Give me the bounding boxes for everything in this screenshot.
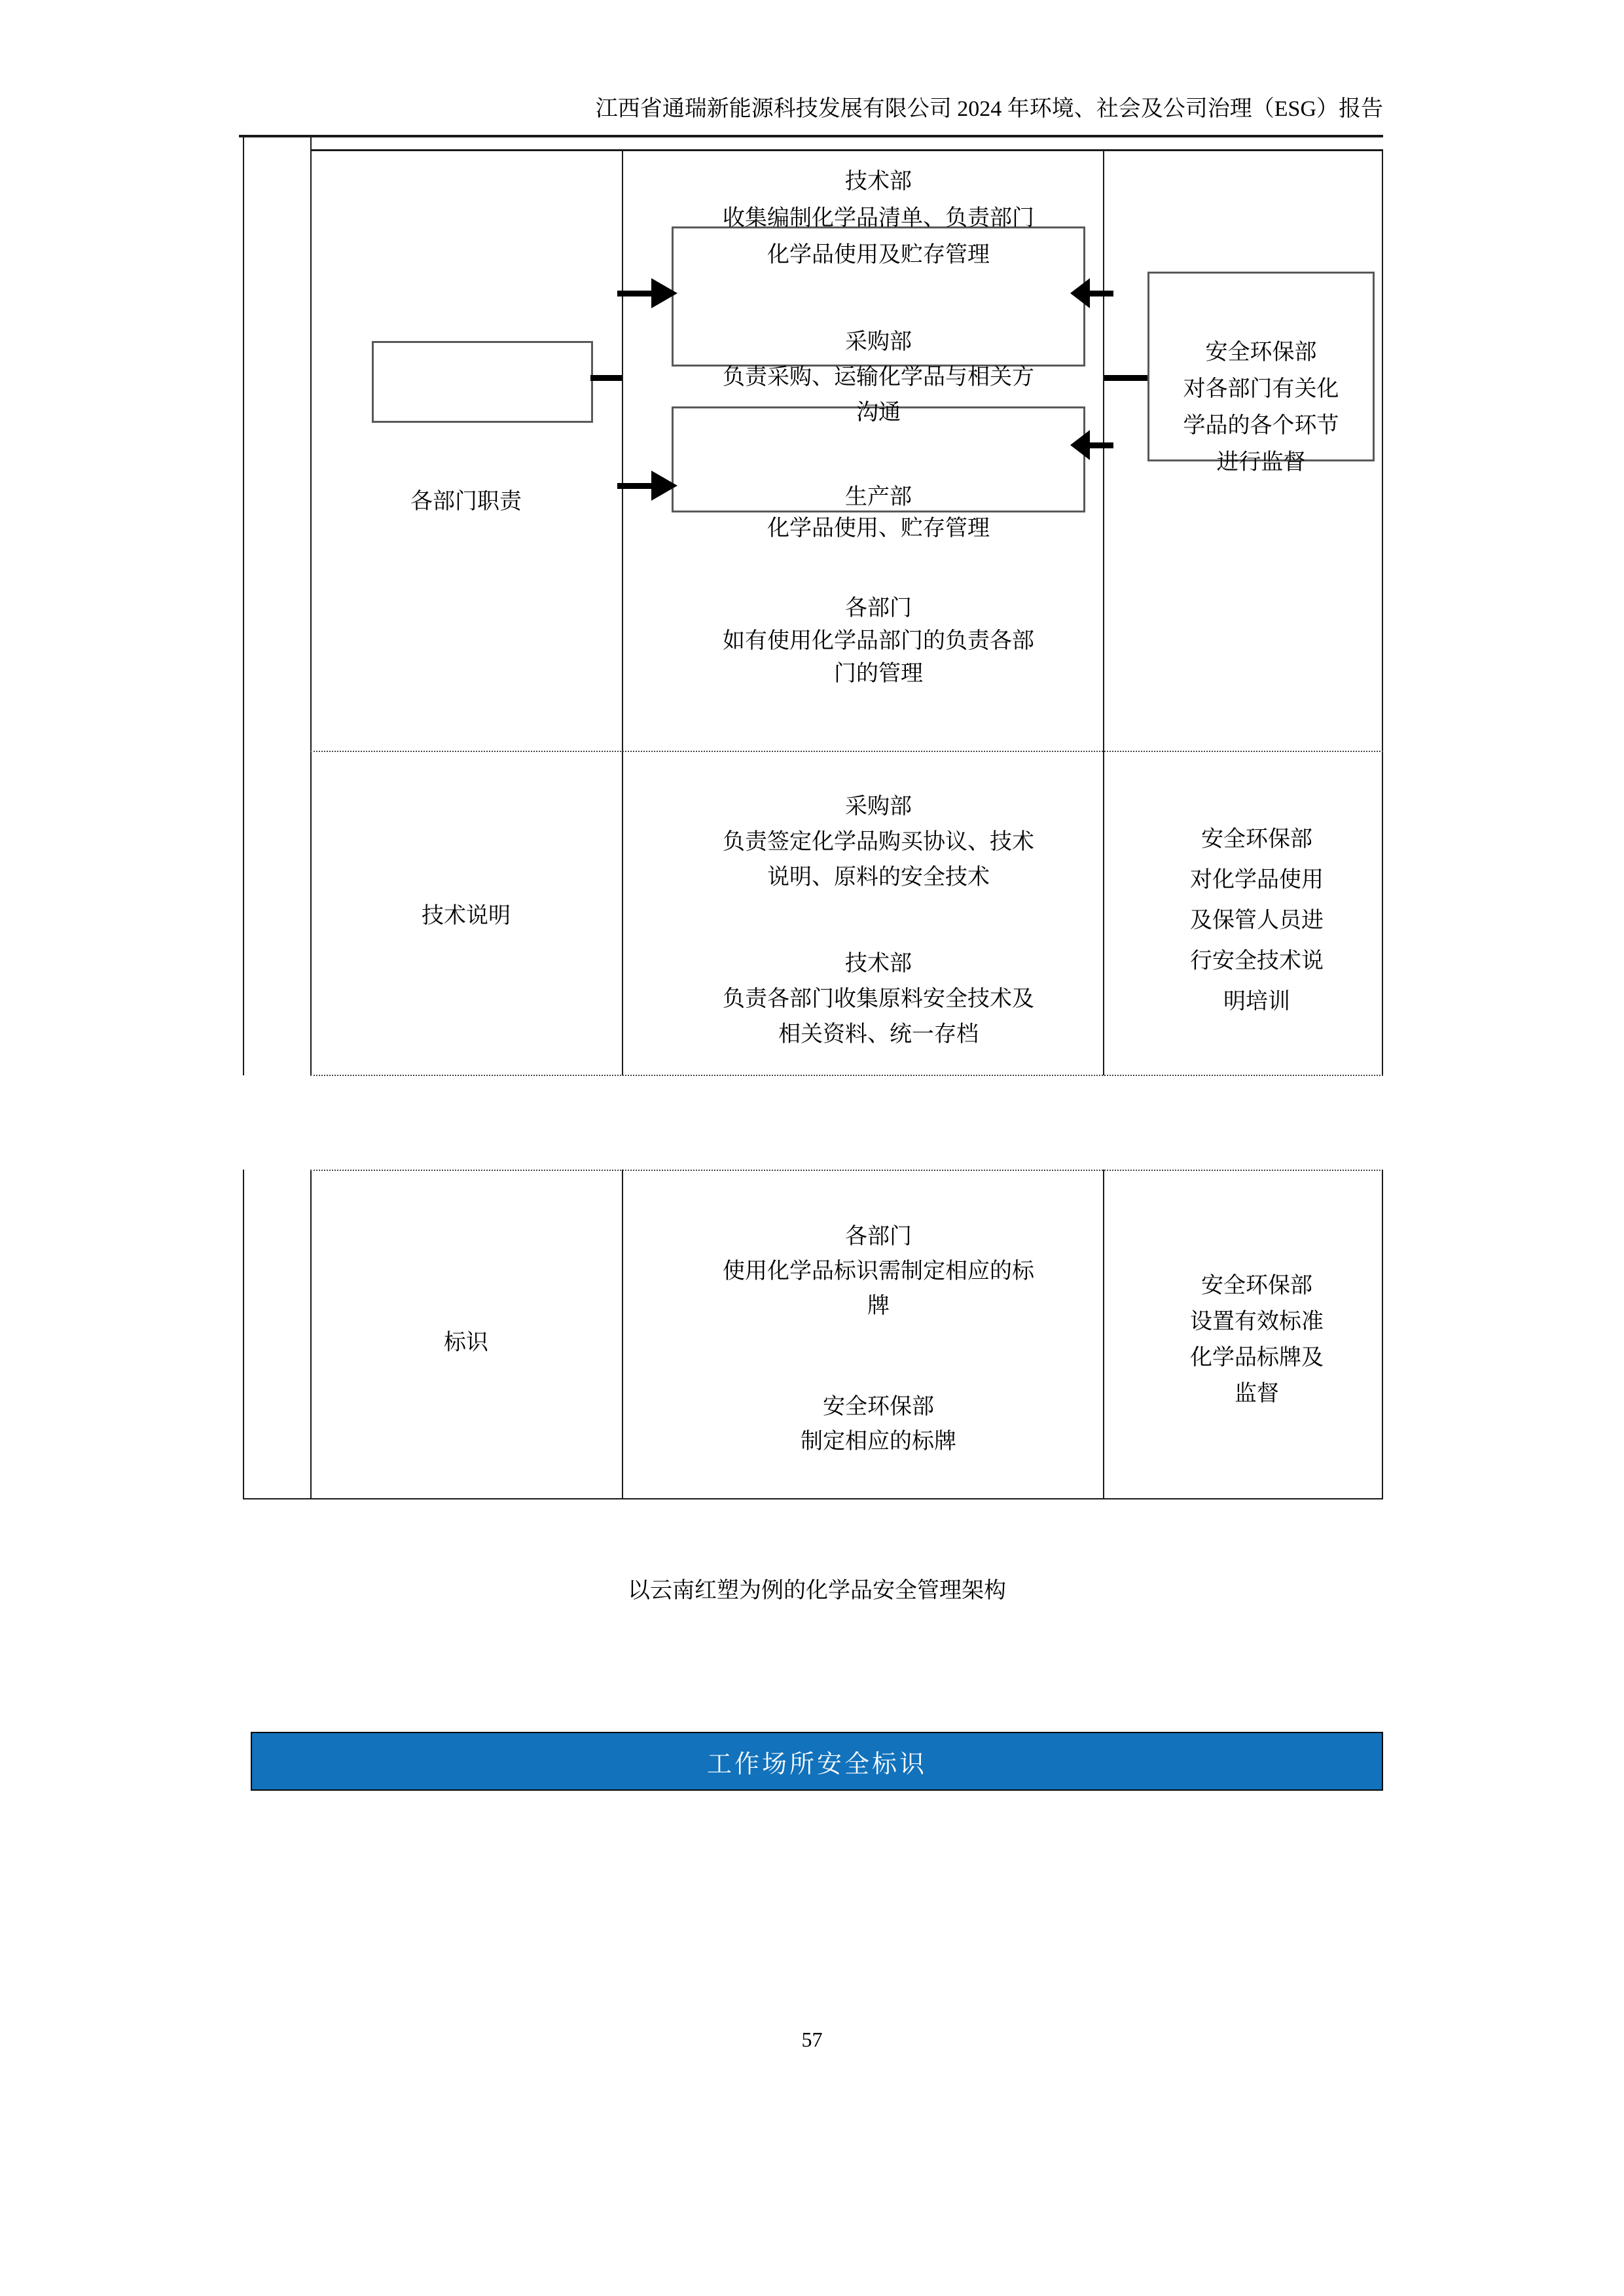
row2-supervisor-line: 明培训 xyxy=(1223,990,1290,1014)
table1-row-divider xyxy=(310,751,1383,752)
flow-purchase-text xyxy=(672,325,1085,431)
table2-supervisor-line: 化学品标牌及 xyxy=(1190,1346,1324,1370)
row2-purchase-line: 负责签定化学品购买协议、技术 xyxy=(723,830,1034,854)
row2-supervisor-line: 安全环保部 xyxy=(1201,827,1312,852)
row2-supervisor-line: 对化学品使用 xyxy=(1190,868,1324,892)
table2-narrow-col-left-border xyxy=(243,1170,244,1499)
table2-top-border xyxy=(310,1170,1383,1171)
report-header: 江西省通瑞新能源科技发展有限公司 2024 年环境、社会及公司治理（ESG）报告 xyxy=(595,97,1383,121)
table2-depts-text xyxy=(672,1219,1085,1323)
row2-purchase-line: 说明、原料的安全技术 xyxy=(767,865,990,889)
row2-supervisor-line: 及保管人员进 xyxy=(1190,908,1324,933)
table2-supervisor-line: 监督 xyxy=(1235,1382,1279,1406)
row1-supervisor-line: 安全环保部 xyxy=(1205,340,1317,365)
connector-right xyxy=(1104,375,1147,381)
row2-purchase-text xyxy=(672,789,1085,895)
table2-depts-line: 各部门 xyxy=(845,1225,912,1249)
table2-safety-line: 安全环保部 xyxy=(823,1395,934,1419)
flow-tech-line: 收集编制化学品清单、负责部门 xyxy=(723,206,1034,230)
row1-supervisor-text xyxy=(1147,334,1375,481)
table1-left-border xyxy=(310,136,312,1075)
row2-tech-line: 负责各部门收集原料安全技术及 xyxy=(723,987,1034,1011)
flow-produce-text xyxy=(672,482,1085,545)
table2-col-divider-2 xyxy=(1103,1170,1104,1499)
arrow-left-icon xyxy=(1070,275,1113,312)
flow-tech-text xyxy=(672,164,1085,274)
empty-flow-box xyxy=(372,341,593,423)
table2-label: 标识 xyxy=(444,1331,488,1355)
row2-tech-line: 技术部 xyxy=(845,952,912,976)
connector-left xyxy=(590,375,622,381)
header-rule xyxy=(239,135,1383,137)
section-banner xyxy=(251,1732,1383,1791)
flow-depts-text xyxy=(672,592,1085,691)
row1-label: 各部门职责 xyxy=(410,490,522,514)
flow-purchase-line: 负责采购、运输化学品与相关方 xyxy=(723,365,1034,389)
table1-narrow-col-left-border xyxy=(243,136,244,1075)
row1-supervisor-line: 学品的各个环节 xyxy=(1183,414,1339,438)
row2-tech-text xyxy=(672,946,1085,1052)
table2-safety-text xyxy=(672,1390,1085,1459)
table2-supervisor-line: 设置有效标准 xyxy=(1190,1310,1324,1334)
arrow-left-icon xyxy=(1070,427,1113,463)
row2-label: 技术说明 xyxy=(422,904,511,928)
flow-produce-line: 生产部 xyxy=(845,485,912,509)
flow-purchase-line: 采购部 xyxy=(845,330,912,354)
flow-purchase-line: 沟通 xyxy=(856,401,901,425)
table2-depts-line: 使用化学品标识需制定相应的标 xyxy=(723,1259,1034,1283)
table1-top-border xyxy=(310,149,1383,151)
table2-supervisor-text xyxy=(1119,1268,1394,1412)
table2-depts-line: 牌 xyxy=(867,1294,890,1318)
flow-depts-line: 门的管理 xyxy=(834,662,923,686)
table2-bottom-border xyxy=(243,1498,1383,1499)
page-number: 57 xyxy=(801,2028,823,2051)
table2-safety-line: 制定相应的标牌 xyxy=(801,1429,956,1454)
row2-supervisor-line: 行安全技术说 xyxy=(1190,949,1324,973)
flow-tech-line: 技术部 xyxy=(845,170,912,194)
table2-col-divider-1 xyxy=(622,1170,623,1499)
row1-supervisor-line: 对各部门有关化 xyxy=(1183,377,1339,401)
figure-caption: 以云南红塑为例的化学品安全管理架构 xyxy=(628,1579,1006,1603)
arrow-right-icon xyxy=(617,275,679,312)
flow-produce-line: 化学品使用、贮存管理 xyxy=(767,516,990,541)
table2-supervisor-line: 安全环保部 xyxy=(1201,1274,1312,1298)
row2-supervisor-text xyxy=(1119,819,1394,1022)
row1-supervisor-line: 进行监督 xyxy=(1216,450,1306,475)
row2-purchase-line: 采购部 xyxy=(845,795,912,819)
flow-tech-line: 化学品使用及贮存管理 xyxy=(767,243,990,267)
arrow-right-icon xyxy=(617,467,679,504)
table1-bottom-border xyxy=(310,1075,1383,1076)
section-banner-title: 工作场所安全标识 xyxy=(706,1750,927,1778)
flow-depts-line: 各部门 xyxy=(845,596,912,620)
row2-tech-line: 相关资料、统一存档 xyxy=(778,1022,979,1047)
flow-depts-line: 如有使用化学品部门的负责各部 xyxy=(723,629,1034,653)
